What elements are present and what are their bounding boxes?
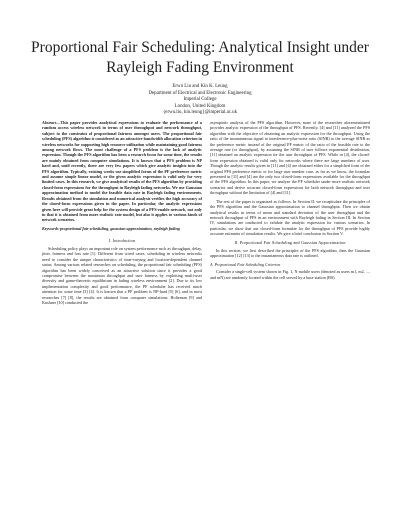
subsection-2a-paragraph: Consider a single-cell system shown in Fig. 1, N mobile users (denoted as users m1, m2, ..., and mN) are randomly located within the cell served by a base station (BS). [210,269,370,280]
subsection-2a-heading: A. Proportional Fair Scheduling Criterion [210,261,281,267]
author-location: London, United Kingdom [174,103,226,109]
abstract-text: —This paper provides analytical expressions to evaluate the performance of a random access wireless network in terms of user throughput and network throughput, subject to the constraint of proportional fairness amongst users. The proportional fair scheduling (PFS) algorithm is considered as an attractive bandwidth allocation criterion in wireless networks for supporting high resource utilization while maintaining good fairness among network flows. The most challenge of a PFS problem is the lack of analytic expression. Though the PFS algorithm has been a research focus for some time, the results are mainly obtained from computer simulations. It is known that a PFS problem is NP hard and, until recently, there are very few papers which give analytic insights into the PFS algorithm. Typically, existing works use simplified forms of the PF preference metric and assume simple linear model, or the given analytic expression is valid only for very limited cases. In this research, we give analytical results of the PFS algorithm by providing closed-form expressions for the throughput in Rayleigh fading networks. We use Gaussian approximation method to model the feasible data rate in Rayleigh fading environments. Results obtained from the simulation and numerical analysis verifies the high accuracy of the closed-form expressions given in the paper. In particular, the analytic expressions given here will provide great help for the system design of a PFS-enable network, not only in that it is obtained from more realistic rate model, but also it applies to various kinds of network scenarios. [42,120,202,223]
introduction-paragraph: Scheduling policy plays an important role on system performance such as throughput, delay, jitter, fairness and loss rate [1]. Different from wired cases, scheduling in wireless networks need to consider the unique characteristics of time-varying and location-dependent channel status. Among various related researches on scheduling, the proportional fair scheduling (PFS) algorithm has been widely conceived as an attractive solution since it provides a good compromise between the maximum throughput and user fairness by exploiting multi-user diversity and game-theoretic equilibrium in fading wireless environment [2]. Due to its low implementation complexity and good performance, the PF scheduler has received much attention for some time [3] [4]. It is known that a PF problem is NP-hard [5] [6], and in most researches [7] [8], the results are obtained from computer simulations. Holtzman [9] and Kushner [10] conducted the [42,246,202,306]
right-column [210,120,370,283]
abstract-label: Abstract [42,120,57,125]
section-2-paragraph: In this section, we first described the principles of the PFS algorithm, then the Gaussian approximation [12] [13] to the instantaneous data rate is outlined. [210,247,370,259]
paper-title: Proportional Fair Scheduling: Analytical Insight under Rayleigh Fading Environment [31,39,369,76]
author-emails: {erwu.liu, kin.leung}@imperial.ac.uk [162,110,238,116]
section-introduction-heading: I. Introduction [108,237,136,243]
keywords: Keywords-proportional fair scheduling, gaussian approximation, rayleigh fading [42,226,180,232]
author-institution: Imperial College [183,97,217,103]
right-paragraph-1: asymptotic analysis of the PFS algorithm. However, none of the researches aforementioned provides analytic expression of the throughput of PFS. Recently, [4] and [11] analyzed the PFS algorithm with the objective of obtaining an analytic expression for the throughput. Using the ratio of the instantaneous signal to interference-plus-noise ratio (SINR) to the average SINR as the preference metric instead of the original PF metric of the ratio of the feasible rate to the average rate (or throughput), by assuming the SINR of user follows exponential distribution, [11] obtained an analytic expression for the user throughput of PFS. While in [4], the closed-form expression obtained is valid only for networks where there are large numbers of user. Though the analytic results given in [11] and [4] are obtained either for a simplified form of the original PFS preference metric or for large user number case, as far as we know, the formulae presented in [11] and [4] are the only two closed-form expressions available for the throughput of the PFS algorithm. In this paper, we analyze the PF scheduler under more realistic network scenarios and derive accurate closed-form expressions for both network throughput and user throughput without the limitation of [4] and [11]. [210,120,370,196]
author-names: Erwu Liu and Kin K. Leung [172,84,228,89]
author-block [90,84,310,117]
author-department: Department of Electrical and Electronic Engineering [148,90,252,96]
left-column [42,120,202,309]
right-paragraph-2: The rest of the paper is organized as follows. In Section II, we recapitulate the principles of the PFS algorithm and the Gaussian approximation to channel throughput. Then we obtain analytical results in terms of mean and standard deviation of the user throughput and the network throughput of PFS in an environment with Rayleigh fading in Section III. In Section IV, simulations are conducted to validate the analytic expression for various scenarios. In particular, we show that our closed-form formulae for the throughput of PFS provide highly accurate estimates of simulation results. We give a brief conclusion in Section V. [210,198,370,237]
abstract [42,120,202,223]
section-2-heading: II. Proportional Fair Scheduling and Gaussian Approximation [234,239,346,245]
